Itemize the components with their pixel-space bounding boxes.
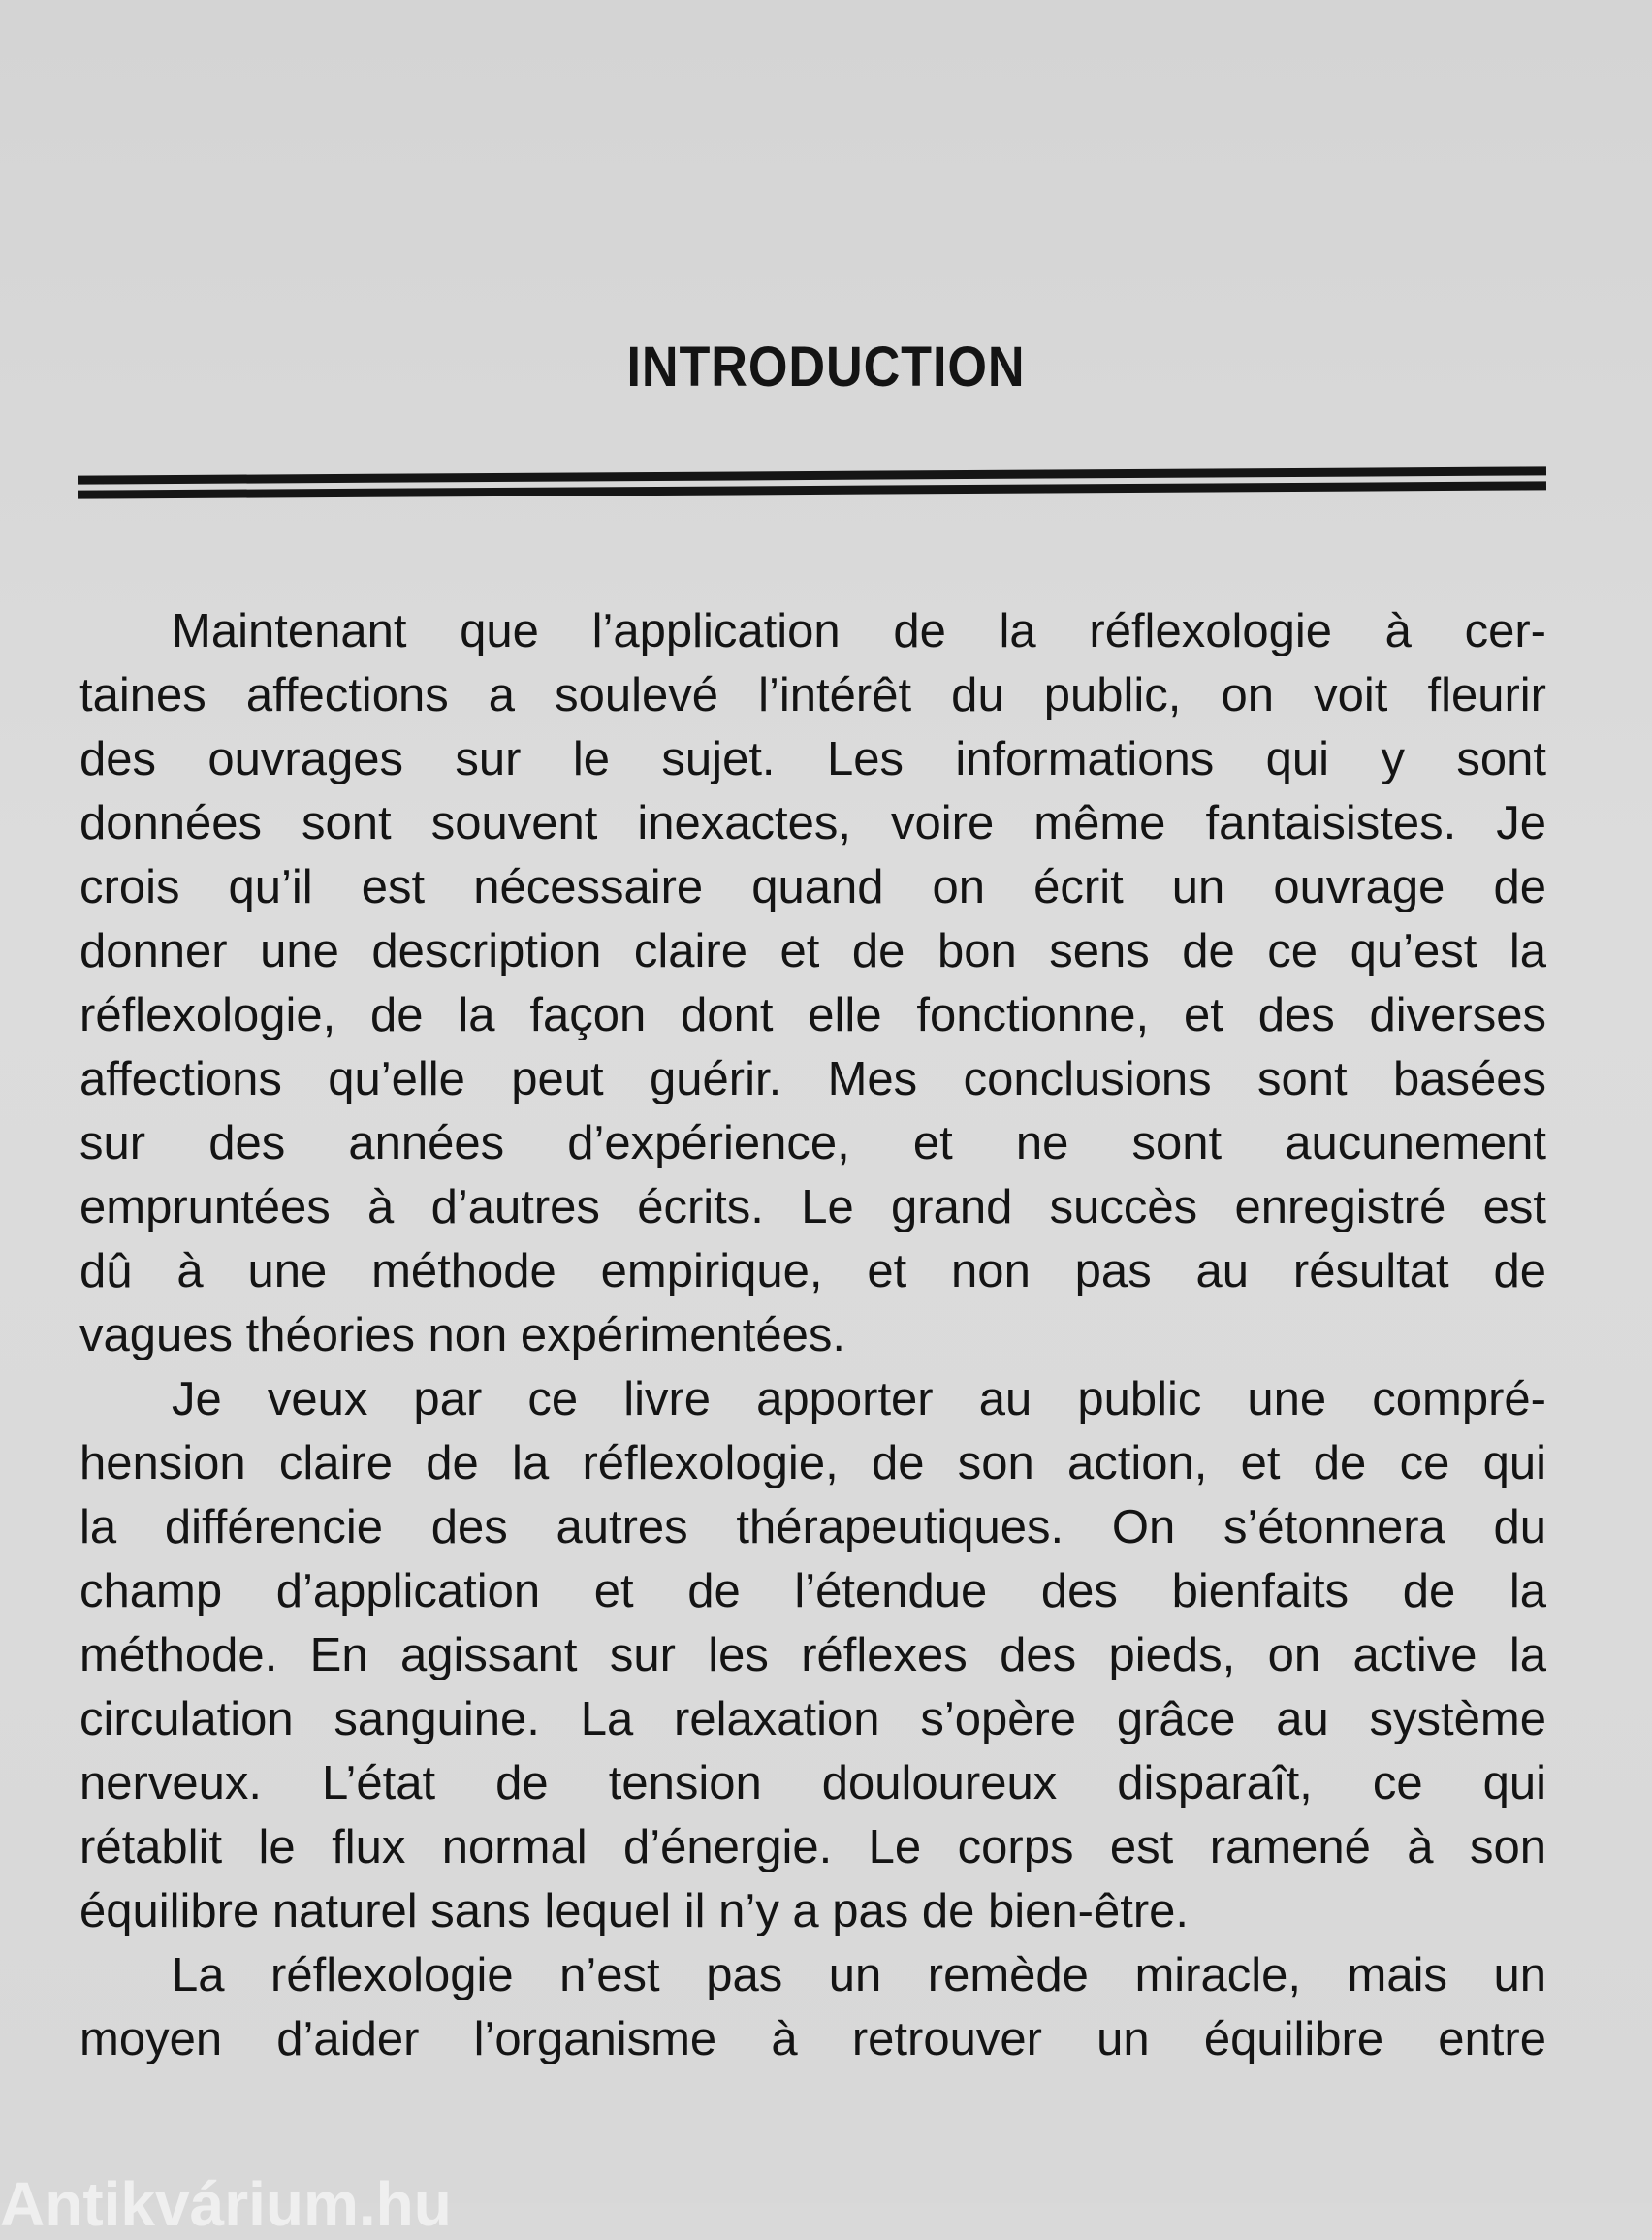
chapter-title: INTRODUCTION (626, 336, 1026, 399)
text-line: équilibre naturel sans lequel il n’y a pas de bien-être. (79, 1885, 1190, 1937)
text-line: donner une description claire et de bon sens de ce qu’est la (79, 925, 1546, 977)
text-line: moyen d’aider l’organisme à retrouver un équilibre entre (79, 2013, 1546, 2065)
text-line: Je veux par ce livre apporter au public une compré- (172, 1373, 1546, 1425)
text-line: crois qu’il est nécessaire quand on écrit un ouvrage de (79, 861, 1546, 913)
paragraph (79, 1367, 1546, 1943)
text-line: affections qu’elle peut guérir. Mes conclusions sont basées (79, 1053, 1546, 1105)
text-line: réflexologie, de la façon dont elle fonctionne, et des diverses (79, 989, 1546, 1041)
paragraph (79, 1943, 1546, 2071)
text-line: La réflexologie n’est pas un remède miracle, mais un (172, 1949, 1546, 2001)
watermark: Antikvárium.hu (0, 2169, 452, 2239)
text-line: champ d’application et de l’étendue des bienfaits de la (79, 1565, 1546, 1617)
text-line: vagues théories non expérimentées. (79, 1309, 845, 1361)
title-rule-bottom (78, 481, 1546, 498)
text-line: dû à une méthode empirique, et non pas au résultat de (79, 1245, 1546, 1297)
text-line: taines affections a soulevé l’intérêt du public, on voit fleurir (79, 669, 1546, 721)
text-line: Maintenant que l’application de la réflexologie à cer- (172, 605, 1546, 657)
text-line: empruntées à d’autres écrits. Le grand succès enregistré est (79, 1181, 1546, 1233)
text-line: la différencie des autres thérapeutiques. On s’étonnera du (79, 1501, 1546, 1553)
text-line: méthode. En agissant sur les réflexes des pieds, on active la (79, 1629, 1546, 1681)
body-text (79, 599, 1546, 2071)
text-line: données sont souvent inexactes, voire même fantaisistes. Je (79, 797, 1546, 849)
text-line: nerveux. L’état de tension douloureux disparaît, ce qui (79, 1757, 1546, 1809)
text-line: rétablit le flux normal d’énergie. Le corps est ramené à son (79, 1821, 1546, 1873)
paragraph (79, 599, 1546, 1367)
text-line: sur des années d’expérience, et ne sont aucunement (79, 1117, 1546, 1169)
text-line: des ouvrages sur le sujet. Les informations qui y sont (79, 733, 1546, 785)
text-line: hension claire de la réflexologie, de son action, et de ce qui (79, 1437, 1546, 1489)
text-line: circulation sanguine. La relaxation s’opère grâce au système (79, 1693, 1546, 1745)
